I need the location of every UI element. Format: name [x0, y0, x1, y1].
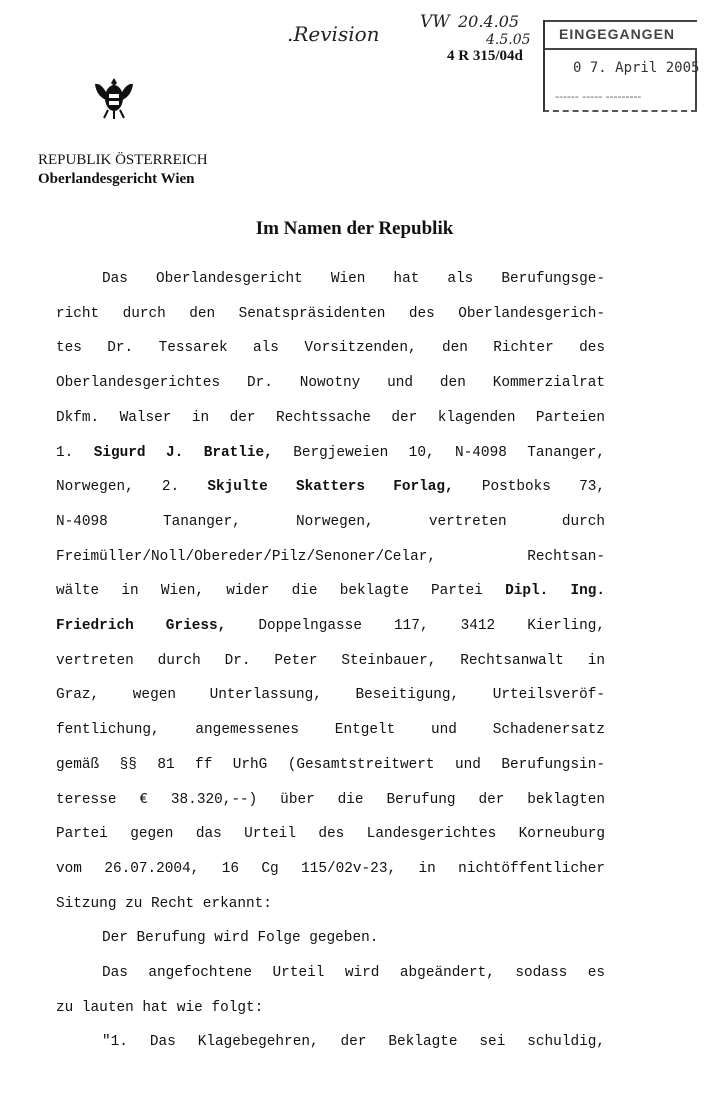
body-line: Das angefochtene Urteil wird abgeändert, sodass es: [102, 965, 605, 982]
plaintiff-1-name: Sigurd J. Bratlie,: [93, 444, 273, 461]
body-line: Graz, wegen Unterlassung, Beseitigung, Urteilsveröf-: [56, 687, 605, 704]
body-line: Oberlandesgerichtes Dr. Nowotny und den Kommerzialrat: [56, 375, 605, 392]
body-line: Partei gegen das Urteil des Landesgerichtes Korneuburg: [56, 826, 605, 843]
body-line: Sitzung zu Recht erkannt:: [56, 895, 272, 912]
body-line: Das Oberlandesgericht Wien hat als Berufungsge-: [102, 271, 605, 287]
stamp-signature: ------ ----- ---------: [555, 90, 642, 103]
defendant-title: Dipl. Ing.: [505, 583, 606, 600]
body-line: "1. Das Klagebegehren, der Beklagte sei schuldig,: [102, 1034, 605, 1051]
body-line: N-4098 Tananger, Norwegen, vertreten durch: [56, 513, 605, 530]
handwritten-date-1: 20.4.05: [458, 12, 520, 31]
body-line: Freimüller/Noll/Obereder/Pilz/Senoner/Celar, Rechtsan-: [56, 548, 605, 565]
body-line: gemäß §§ 81 ff UrhG (Gesamtstreitwert und Berufungsin-: [56, 756, 605, 773]
stamp-date: 0 7. April 2005: [573, 60, 700, 76]
document-heading: Im Namen der Republik: [255, 218, 454, 239]
body-line: Der Berufung wird Folge gegeben.: [102, 930, 379, 947]
body-line: Friedrich Griess, Doppelngasse 117, 3412 Kierling,: [56, 618, 605, 635]
handwritten-date-2: 4.5.05: [486, 32, 531, 48]
judgment-body: [56, 262, 605, 1060]
body-line: vertreten durch Dr. Peter Steinbauer, Rechtsanwalt in: [56, 652, 605, 669]
plaintiff-2-name: Skjulte Skatters Forlag,: [207, 479, 454, 496]
body-line: Norwegen, 2. Skjulte Skatters Forlag, Postboks 73,: [56, 479, 606, 496]
letterhead: [38, 151, 208, 189]
body-line: 1. Sigurd J. Bratlie, Bergjeweien 10, N-4098 Tananger,: [56, 444, 606, 461]
defendant-name: Friedrich Griess,: [56, 618, 227, 635]
case-number: 4 R 315/04d: [447, 48, 523, 64]
body-line: vom 26.07.2004, 16 Cg 115/02v-23, in nichtöffentlicher: [56, 860, 605, 877]
letterhead-court: Oberlandesgericht Wien: [38, 171, 195, 187]
body-line: tes Dr. Tessarek als Vorsitzenden, den Richter des: [56, 340, 605, 357]
stamp-title: EINGEGANGEN: [559, 26, 676, 42]
body-line: teresse € 38.320,--) über die Berufung der beklagten: [56, 791, 605, 808]
handwritten-initials: VW: [420, 12, 450, 32]
received-stamp: [543, 20, 700, 112]
body-line: Dkfm. Walser in der Rechtssache der klagenden Parteien: [56, 409, 605, 426]
body-line: zu lauten hat wie folgt:: [56, 999, 264, 1016]
body-line: fentlichung, angemessenes Entgelt und Schadenersatz: [56, 722, 605, 739]
letterhead-republic: REPUBLIK ÖSTERREICH: [38, 152, 208, 168]
austrian-eagle-icon: [92, 74, 136, 120]
handwritten-revision-note: .Revision: [287, 22, 380, 46]
body-line: wälte in Wien, wider die beklagte Partei Dipl. Ing.: [56, 583, 606, 600]
body-line: richt durch den Senatspräsidenten des Oberlandesgerich-: [56, 305, 605, 322]
